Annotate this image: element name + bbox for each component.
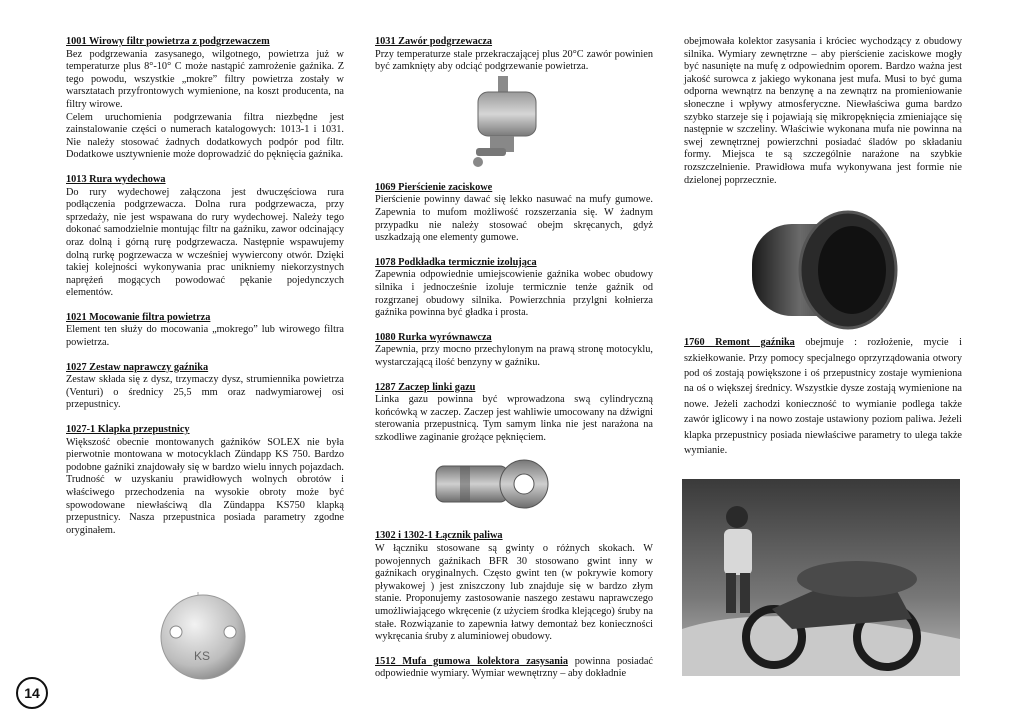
section-title: 1080 Rurka wyrównawcza <box>375 331 492 343</box>
section-1069 <box>375 182 653 245</box>
section-title: 1027 Zestaw naprawczy gaźnika <box>66 361 209 373</box>
section-body: Celem uruchomienia podgrzewania filtra niezbędne jest zainstalowanie części o numerach katalogowych: 1013-1 i 1031. Nie należy stosować żadnych dodatkowych podpór pod filtr. Dodatkowe usztywnienie może doprowadzić do pęknięcia gaźnika. <box>66 111 344 161</box>
section-title: 1069 Pierścienie zaciskowe <box>375 181 493 193</box>
section-body: Przy temperaturze stale przekraczającej plus 20°C zawór powinien być zamknięty aby odciąć podgrzewanie powietrza. <box>375 48 653 73</box>
rubber-sleeve-photo <box>748 206 898 334</box>
page-number: 14 <box>16 677 48 709</box>
section-body: Do rury wydechowej załączona jest dwuczęściowa rura podłączenia podgrzewacza. Dolna rura podgrzewacza, przy sprzedaży, nie jest wspawana do rury wydechowej. Należy tego dokonać samodzielnie montując filtr na gaźniku, zawor odcinający oraz dolną i górną rurę podgrzewacza. Następnie wspawujemy dolną rurkę pogrzewacza w wcześniej wywiercony otwór. Dzięki takiej kolejności wykonywania prac unikniemy niekorzystnych naprężeń mogących powodować pękanie pojedynczych elementów. <box>66 186 344 299</box>
section-body-continued: obejmowała kolektor zasysania i króciec wychodzący z obudowy silnika. Wymiary zewnętrzne – aby pierścienie zaciskowe mogły być nasunięte na mufę z odpowiednim oporem. Bardzo ważna jest jakość surowca z jakiego wykonana jest mufa. Musi to być guma odporna wewnątrz na benzynę a na zewnątrz na promieniowanie słoneczne i wpływy atmosferyczne. Niewłaściwa guma bardzo szybko starzeje się i pojawiają się mikropęknięcia zmieniające się następnie w szczeliny. Właściwie wykonana mufa nie powinna na swej zewnętrznej powierzchni posiadać śladów po składaniu formy. Miejsca te są szczególnie narażone na szybkie rozszczelnienie. Prawidłowa mufa wykonywana jest formie nie dzielonej poprzecznie. <box>684 36 962 186</box>
throttle-plate-marking: KS <box>193 649 211 663</box>
section-body-inline: obejmuje : rozłożenie, mycie i szkiełkowanie. Przy pomocy specjalnego oprzyrządowania otwory pod oś zostają powiększone i oś przepustnicy zostaje wymieniona na oś o większej średnicy. Wszystkie dysze zostają wymienione na nowe. Jeżeli zachodzi konieczność to wymianie podlega także zawór iglicowy i na nowo zostaje ustawiony poziom paliwa. Jeżeli klapka przepustnicy posiada niewłaściwe parametry to ulega także wymianie. <box>684 337 962 456</box>
section-title: 1031 Zawór podgrzewacza <box>375 36 493 47</box>
section-1287 <box>375 382 653 445</box>
section-body: Zapewnia, przy mocno przechylonym na prawą stronę motocyklu, wystarczającą ilość benzyny w gaźniku. <box>375 344 653 368</box>
section-1021 <box>66 312 344 350</box>
section-1760 <box>684 335 962 458</box>
section-title: 1512 Mufa gumowa kolektora zasysania <box>375 655 568 667</box>
section-title: 1302 i 1302-1 Łącznik paliwa <box>375 530 503 542</box>
section-body: Pierścienie powinny dawać się lekko nasuwać na mufy gumowe. Zapewnia to mufom możliwość rozszerzania się. W żadnym przypadku nie należy stosować obejm skręcanych, gdyż uszkadzają one elementy gumowe. <box>375 194 653 244</box>
section-body: Zapewnia odpowiednie umiejscowienie gaźnika wobec obudowy silnika i jednocześnie izoluje termicznie tenże gaźnik od rozgrzanej obudowy silnika. Powierzchnia przylgni kołnierza gaźnika powinna być gładka i prosta. <box>375 269 653 319</box>
section-body: Zestaw składa się z dysz, trzymaczy dysz, strumiennika powietrza (Venturi) o średnicy 25,5 mm oraz nadwymiarowej osi przepustnicy. <box>66 374 344 411</box>
column-1 <box>66 36 344 549</box>
section-1013 <box>66 174 344 300</box>
section-body: Linka gazu powinna być wprowadzona swą cylindryczną końcówką w zaczep. Zaczep jest wahliwie umocowany na dźwigni sterowania przepustnicą. Tym samym linka nie jest narażona na szkodliwe zaginanie grożące pęknięciem. <box>375 394 653 443</box>
section-1512 <box>375 656 653 681</box>
section-title: 1027-1 Klapka przepustnicy <box>66 424 190 436</box>
section-body: W łączniku stosowane są gwinty o różnych skokach. W powojennych gaźnikach BFR 30 stosowano gwint inny w gaźnikach oryginalnych. Często gwint ten (w pokrywie komory pływakowej ) jest zniszczony lub znajduje się w bardzo złym stanie. Proponujemy zastosowanie naszego zestawu naprawczego umożliwiającego wkręcenie (z użyciem środka klejącego) śruby na stałe. Rozwiązanie to zapewnia łatwy demontaż bez konieczności wykręcania śruby z aluminiowej obudowy. <box>375 543 653 643</box>
section-body: Większość obecnie montowanych gaźników SOLEX nie była pierwotnie montowana w motocyklach Zündapp KS 750. Bardzo podobne gaźniki znajdowały się w bardzo wielu innych pojazdach. Trudność w uzyskaniu prawidłowych wolnych obrotów i właściwego przechodzenia na wysokie obroty może być spowodowane niewłaściwą dla Zündappa KS750 klapką przepustnicy. Nasza przepustnica posiada parametry zgodne oryginałem. <box>66 436 344 536</box>
section-title: 1001 Wirowy filtr powietrza z podgrzewaczem <box>66 36 270 47</box>
section-body: Bez podgrzewania zasysanego, wilgotnego, powietrza już w temperaturze plus 8°-10° C może nastąpić zamrożenie gaźnika. Z tego powodu, wszystkie „mokre” filtry powietrza zostały w warsztatach przyfrontowych wymienione, na koszt producenta, na filtry wirowe. <box>66 48 344 110</box>
section-1001 <box>66 36 344 162</box>
section-body-inline: powinna posiadać odpowiednie wymiary. Wymiar wewnętrzny – aby dokładnie <box>375 655 653 680</box>
section-1078 <box>375 257 653 320</box>
section-body <box>375 656 653 681</box>
section-title: 1021 Mocowanie filtra powietrza <box>66 311 211 323</box>
section-title: 1760 Remont gaźnika <box>684 337 795 349</box>
throttle-plate-photo <box>158 582 248 682</box>
heater-valve-photo <box>468 74 548 174</box>
section-1080 <box>375 332 653 370</box>
throttle-cable-clevis-photo <box>432 452 552 516</box>
section-title: 1287 Zaczep linki gazu <box>375 381 476 393</box>
section-1027-1 <box>66 424 344 537</box>
section-title: 1013 Rura wydechowa <box>66 173 166 185</box>
section-1031 <box>375 36 653 74</box>
section-title: 1078 Podkładka termicznie izolująca <box>375 256 537 268</box>
motorcycle-sidecar-photo <box>682 479 960 676</box>
section-body: Element ten służy do mocowania „mokrego” lub wirowego filtra powietrza. <box>66 324 344 349</box>
section-1302 <box>375 530 653 643</box>
section-1027 <box>66 362 344 412</box>
